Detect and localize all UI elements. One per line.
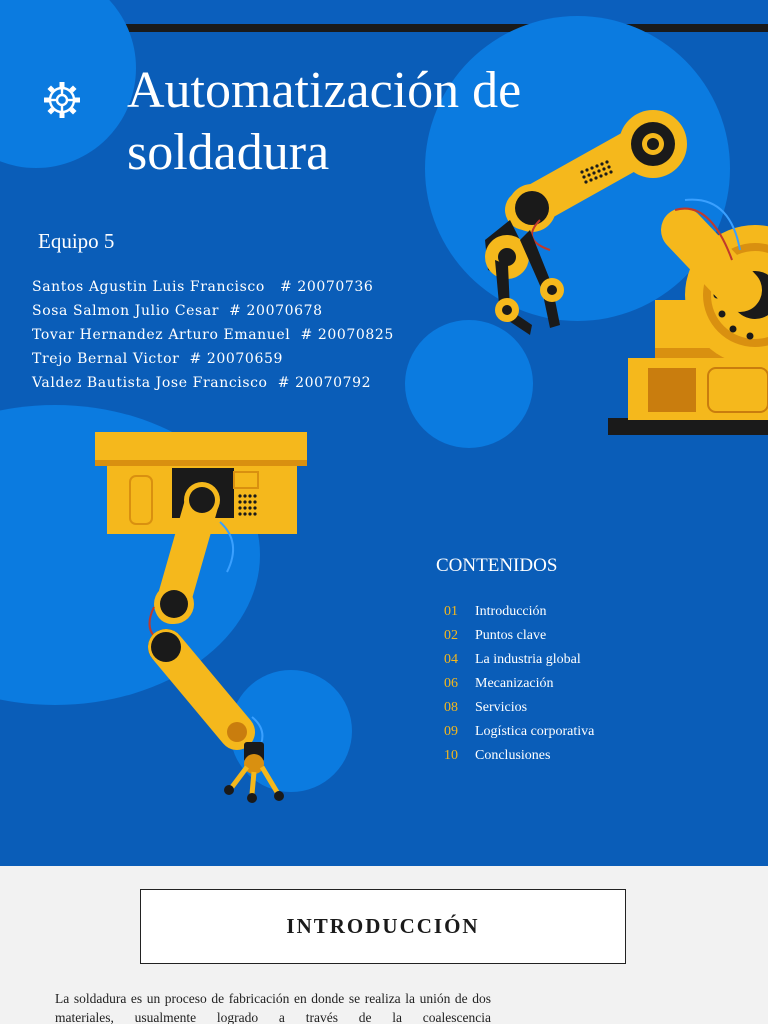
contents-item-number: 10 (444, 748, 458, 763)
intro-paragraph: La soldadura es un proceso de fabricación en donde se realiza la unión de dos materiales, usualmente logrado a través de la coalescencia (55, 991, 491, 1024)
contents-item-label: Mecanización (475, 676, 554, 691)
contents-item[interactable] (444, 696, 594, 720)
contents-item[interactable] (444, 720, 594, 744)
member-item: Tovar Hernandez Arturo Emanuel # 20070825 (32, 327, 394, 343)
contents-item[interactable] (444, 672, 594, 696)
contents-item[interactable] (444, 624, 594, 648)
member-item: Valdez Bautista Jose Francisco # 20070792 (32, 375, 372, 391)
contents-item-number: 01 (444, 604, 458, 619)
contents-heading: CONTENIDOS (436, 555, 558, 576)
contents-item-number: 09 (444, 724, 458, 739)
contents-item-number: 02 (444, 628, 458, 643)
contents-item-label: Servicios (475, 700, 528, 715)
contents-item[interactable] (444, 744, 594, 768)
member-item: Santos Agustin Luis Francisco # 20070736 (32, 279, 374, 295)
contents-item-label: Puntos clave (475, 628, 547, 643)
member-list (32, 275, 394, 395)
intro-heading-box (140, 889, 626, 964)
contents-item-number: 06 (444, 676, 458, 691)
contents-item[interactable] (444, 600, 594, 624)
intro-heading: INTRODUCCIÓN (286, 914, 480, 938)
contents-item-label: Introducción (475, 604, 547, 619)
robot-arm-hanging-illustration (92, 432, 310, 812)
contents-item[interactable] (444, 648, 594, 672)
gear-icon (42, 80, 82, 120)
contents-item-label: La industria global (475, 652, 581, 667)
member-item: Trejo Bernal Victor # 20070659 (32, 351, 283, 367)
contents-item-label: Conclusiones (475, 748, 551, 763)
contents-item-number: 04 (444, 652, 458, 667)
contents-list (444, 600, 594, 768)
contents-item-label: Logística corporativa (475, 724, 595, 739)
document-title: Automatización de soldadura (127, 62, 522, 181)
robot-arm-illustration (470, 100, 768, 435)
member-item: Sosa Salmon Julio Cesar # 20070678 (32, 303, 323, 319)
contents-item-number: 08 (444, 700, 458, 715)
team-name: Equipo 5 (38, 229, 115, 253)
